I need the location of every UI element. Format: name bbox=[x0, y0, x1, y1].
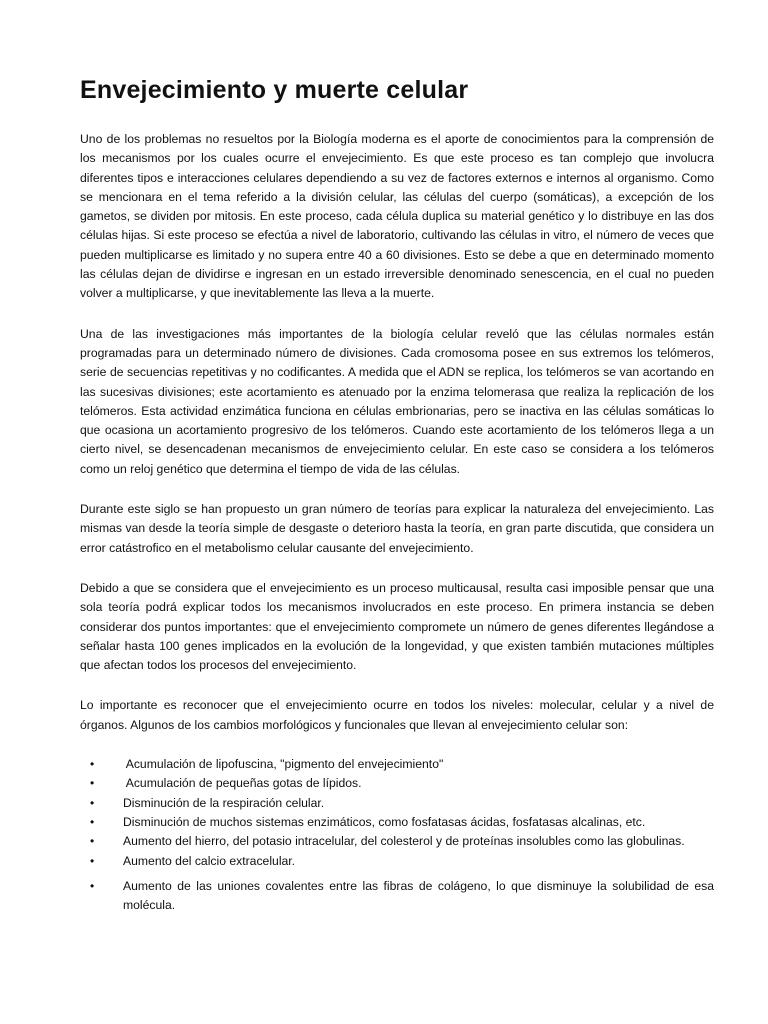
bullet-icon: • bbox=[90, 795, 95, 810]
list-item-text: Aumento del hierro, del potasio intracelular, del colesterol y de proteínas insolubles como las globulinas. bbox=[123, 834, 685, 849]
document-page bbox=[80, 74, 714, 915]
bullet-icon: • bbox=[90, 776, 95, 791]
list-item bbox=[80, 794, 714, 813]
bullet-icon: • bbox=[90, 878, 95, 893]
list-item bbox=[80, 755, 714, 774]
list-item-text: Disminución de la respiración celular. bbox=[123, 795, 325, 810]
list-item-text: Aumento de las uniones covalentes entre las fibras de colágeno, lo que disminuye la solubilidad de esa molécula. bbox=[123, 878, 714, 913]
bullet-icon: • bbox=[90, 757, 95, 772]
paragraph-3: Durante este siglo se han propuesto un gran número de teorías para explicar la naturaleza del envejecimiento. Las mismas van desde la teoría simple de desgaste o deterioro hasta la teoría, en gran parte discutida, que considera un error catástrofico en el metabolismo celular causante del envejecimiento. bbox=[80, 502, 714, 555]
list-item bbox=[80, 774, 714, 793]
paragraph-2: Una de las investigaciones más importantes de la biología celular reveló que las células normales están programadas para un determinado número de divisiones. Cada cromosoma posee en sus extremos los telómeros, serie de secuencias repetitivas y no codificantes. A medida que el ADN se replica, los telómeros se van acortando en las sucesivas divisiones; este acortamiento es atenuado por la enzima telomerasa que realiza la replicación de los telómeros. Esta actividad enzimática funciona en células embrionarias, pero se inactiva en las células somáticas lo que ocasiona un acortamiento progresivo de los telómeros. Cuando este acortamiento de los telómeros llega a un cierto nivel, se desencadenan mecanismos de envejecimiento celular. En este caso se considera a los telómeros como un reloj genético que determina el tiempo de vida de las células. bbox=[80, 326, 714, 476]
paragraph-1: Uno de los problemas no resueltos por la Biología moderna es el aporte de conocimientos para la comprensión de los mecanismos por los cuales ocurre el envejecimiento. Es que este proceso es tan complejo que involucra diferentes tipos e interacciones celulares dependiendo a su vez de factores externos e internos al organismo. Como se mencionara en el tema referido a la división celular, las células del cuerpo (somáticas), a excepción de los gametos, se dividen por mitosis. En este proceso, cada célula duplica su material genético y lo distribuye en las dos células hijas. Si este proceso se efectúa a nivel de laboratorio, cultivando las células in vitro, el número de veces que pueden multiplicarse es limitado y no supera entre 40 a 60 divisiones. Esto se debe a que en determinado momento las células dejan de dividirse e ingresan en un estado irreversible denominado senescencia, en el cual no pueden volver a multiplicarse, y que inevitablemente las lleva a la muerte. bbox=[80, 132, 714, 301]
list-item-text: Acumulación de lipofuscina, "pigmento del envejecimiento" bbox=[123, 757, 444, 772]
list-item-text: Aumento del calcio extracelular. bbox=[123, 853, 296, 868]
document-title: Envejecimiento y muerte celular bbox=[80, 76, 469, 104]
paragraph-4: Debido a que se considera que el envejecimiento es un proceso multicausal, resulta casi imposible pensar que una sola teoría podrá explicar todos los mecanismos involucrados en este proceso. En primera instancia se deben considerar dos puntos importantes: que el envejecimiento compromete un número de genes diferentes llegándose a señalar hasta 100 genes implicados en la evolución de la longevidad, y que existen también mutaciones múltiples que afectan todos los procesos del envejecimiento. bbox=[80, 580, 714, 673]
bullet-icon: • bbox=[90, 814, 95, 829]
bullet-icon: • bbox=[90, 834, 95, 849]
changes-list bbox=[80, 755, 714, 915]
list-item-text: Disminución de muchos sistemas enzimáticos, como fosfatasas ácidas, fosfatasas alcalinas, etc. bbox=[123, 814, 646, 829]
list-item-text: Acumulación de pequeñas gotas de lípidos. bbox=[123, 776, 362, 791]
paragraph-5: Lo importante es reconocer que el envejecimiento ocurre en todos los niveles: molecular, celular y a nivel de órganos. Algunos de los cambios morfológicos y funcionales que llevan al envejecimiento celular son: bbox=[80, 698, 714, 732]
list-item bbox=[80, 877, 714, 916]
list-item bbox=[80, 852, 714, 871]
list-item bbox=[80, 813, 714, 832]
list-item bbox=[80, 832, 714, 851]
bullet-icon: • bbox=[90, 853, 95, 868]
